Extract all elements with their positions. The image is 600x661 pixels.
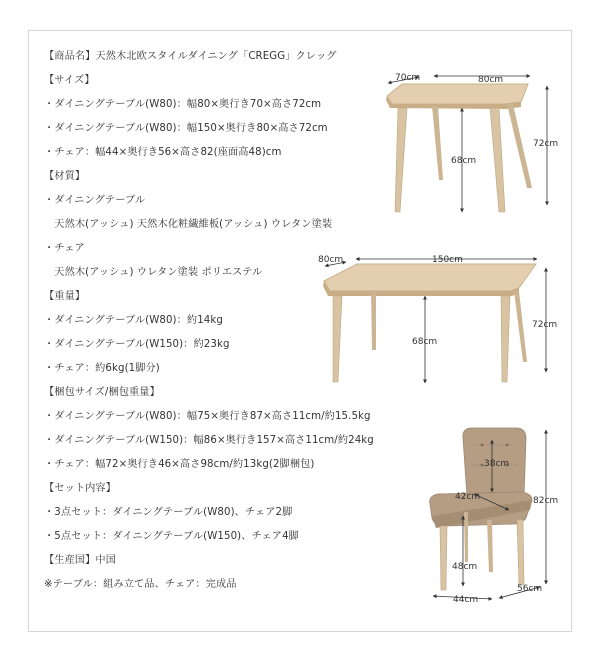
spec-package-table-w80: ・ダイニングテーブル(W80)：幅75×奥行き87×高さ11cm/約15.5kg xyxy=(44,411,371,422)
table-w80-inner-height-label: 68cm xyxy=(451,156,477,166)
table-w150-width-label: 150cm xyxy=(432,255,463,265)
spec-heading-weight: 【重量】 xyxy=(44,291,86,302)
spec-material-chair-detail: 天然木(アッシュ) ウレタン塗装 ポリエステル xyxy=(44,267,263,278)
chair-height-label: 82cm xyxy=(533,496,559,506)
spec-heading-size: 【サイズ】 xyxy=(44,75,95,86)
table-w80-illustration xyxy=(386,84,532,212)
spec-size-table-w150: ・ダイニングテーブル(W80)：幅150×奥行き80×高さ72cm xyxy=(44,123,328,134)
table-w150-depth-label: 80cm xyxy=(318,255,344,265)
spec-size-chair: ・チェア：幅44×奥行き56×高さ82(座面高48)cm xyxy=(44,147,282,158)
spec-package-table-w150: ・ダイニングテーブル(W150)：幅86×奥行き157×高さ11cm/約24kg xyxy=(44,435,374,446)
spec-heading-material: 【材質】 xyxy=(44,171,86,182)
table-w150-inner-height-label: 68cm xyxy=(412,337,438,347)
spec-note: ※テーブル：組み立て品、チェア：完成品 xyxy=(44,579,237,590)
spec-package-chair: ・チェア：幅72×奥行き46×高さ98cm/約13kg(2脚梱包) xyxy=(44,459,315,470)
spec-heading-set: 【セット内容】 xyxy=(44,483,117,494)
spec-material-table-detail: 天然木(アッシュ) 天然木化粧繊維板(アッシュ) ウレタン塗装 xyxy=(44,219,333,230)
spec-set-3pc: ・3点セット：ダイニングテーブル(W80)、チェア2脚 xyxy=(44,507,293,518)
spec-heading-package: 【梱包サイズ/梱包重量】 xyxy=(44,387,160,398)
chair-back-label: 38cm xyxy=(484,459,510,469)
spec-weight-table-w80: ・ダイニングテーブル(W80)：約14kg xyxy=(44,315,223,326)
spec-weight-table-w150: ・ダイニングテーブル(W150)：約23kg xyxy=(44,339,230,350)
spec-product-name: 【商品名】天然木北欧スタイルダイニング「CREGG」クレッグ xyxy=(44,51,337,62)
chair-depth-label: 56cm xyxy=(517,584,543,594)
spec-material-chair: ・チェア xyxy=(44,243,85,254)
chair-width-label: 44cm xyxy=(453,595,479,605)
table-w80-height-label: 72cm xyxy=(533,139,559,149)
table-w150-height-label: 72cm xyxy=(532,320,558,330)
chair-seat-height-label: 48cm xyxy=(452,562,478,572)
spec-weight-chair: ・チェア：約6kg(1脚分) xyxy=(44,363,160,374)
chair-illustration xyxy=(430,428,532,590)
table-w80-width-label: 80cm xyxy=(478,75,504,85)
spec-origin: 【生産国】中国 xyxy=(44,555,117,566)
table-w80-depth-label: 70cm xyxy=(395,73,421,83)
chair-seat-depth-label: 42cm xyxy=(455,492,481,502)
table-w150-illustration xyxy=(323,264,536,382)
spec-material-table: ・ダイニングテーブル xyxy=(44,195,146,206)
spec-size-table-w80: ・ダイニングテーブル(W80)：幅80×奥行き70×高さ72cm xyxy=(44,99,322,110)
spec-set-5pc: ・5点セット：ダイニングテーブル(W150)、チェア4脚 xyxy=(44,531,299,542)
